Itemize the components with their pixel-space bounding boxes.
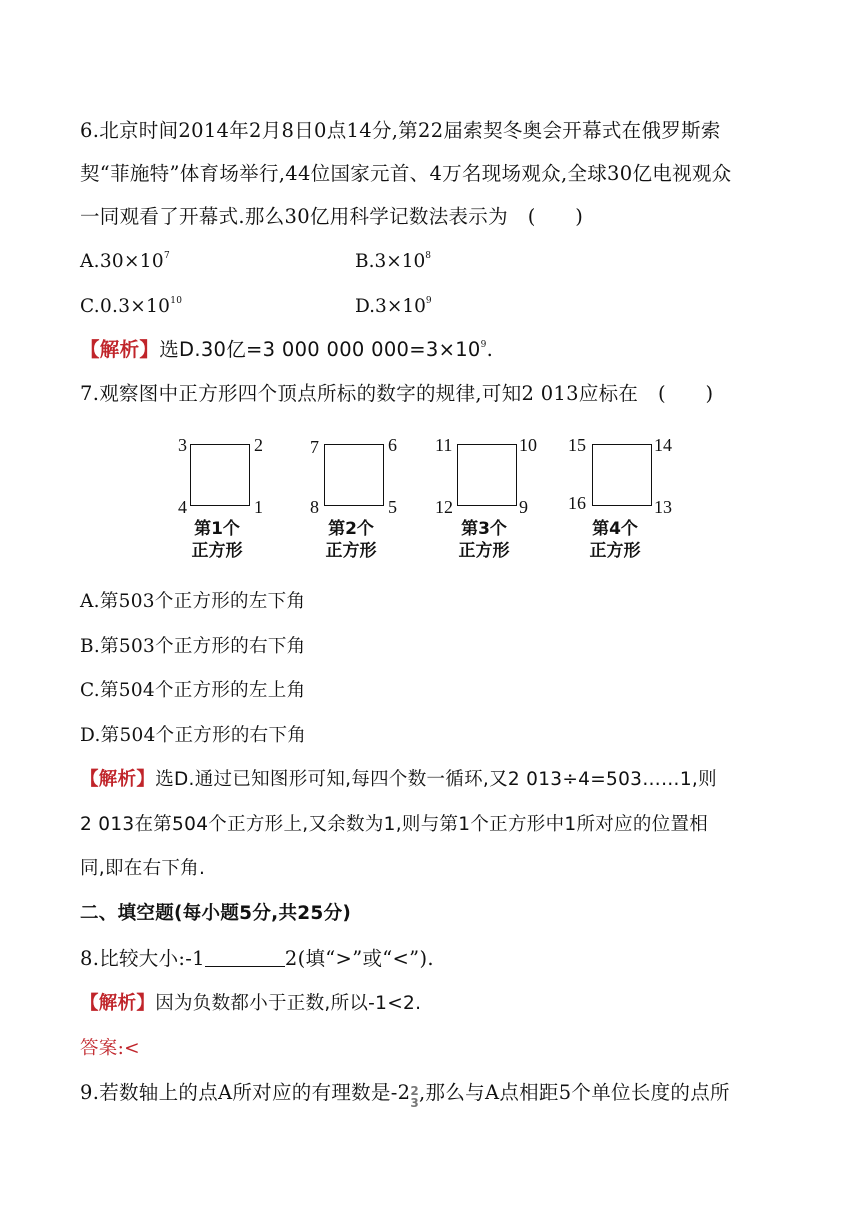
vertex-label: 12 — [435, 497, 453, 517]
vertex-label: 2 — [254, 435, 263, 455]
q8-answer: 答案:< — [80, 1038, 140, 1059]
vertex-label: 8 — [310, 497, 319, 517]
analysis-tag: 【解析】 — [80, 338, 160, 361]
q6-line-2: 契“菲施特”体育场举行,44位国家元首、4万名现场观众,全球30亿电视观众 — [80, 162, 732, 185]
squares-figure — [170, 430, 690, 570]
q8-stem: 8.比较大小:-1 2(填“>”或“<”). — [80, 947, 434, 970]
q7-analysis-line-1: 【解析】选D.通过已知图形可知,每四个数一循环,又2 013÷4=503……1,则 — [80, 769, 717, 790]
vertex-label: 4 — [178, 497, 187, 517]
q6-option-c: $C.0.3\times 10^{10}$ — [80, 296, 183, 317]
vertex-label: 11 — [435, 435, 453, 455]
vertex-label: 14 — [654, 435, 672, 455]
q6-option-a: $A.30\times 10^7$ — [80, 251, 170, 272]
square-outline — [190, 444, 250, 506]
vertex-label: 10 — [519, 435, 537, 455]
vertex-label: 9 — [519, 497, 528, 517]
q7-stem: 7.观察图中正方形四个顶点所标的数字的规律,可知2 013应标在 ( ) — [80, 382, 714, 405]
vertex-label: 3 — [178, 435, 187, 455]
q7-analysis-line-2: 2 013在第504个正方形上,又余数为1,则与第1个正方形中1所对应的位置相 — [80, 814, 709, 835]
vertex-label: 16 — [568, 493, 586, 513]
section-title: 二、填空题(每小题5分,共25分) — [80, 903, 352, 924]
square-caption: 第4个 正方形 — [589, 519, 641, 561]
vertex-label: 7 — [310, 437, 319, 457]
analysis-tag: 【解析】 — [80, 993, 156, 1014]
square-outline — [324, 444, 384, 506]
q6-analysis: 【解析】选D.30亿=3 000 000 $000=3\times 10^9$. — [80, 338, 494, 361]
q7-option-d: D.第504个正方形的右下角 — [80, 725, 307, 746]
square-caption: 第2个 正方形 — [325, 519, 377, 561]
q9-stem: 9.若数轴上的点A所对应的有理数是-2 2 3 ,那么与A点相距5个单位长度的点所 — [80, 1081, 730, 1110]
q7-option-b: B.第503个正方形的右下角 — [80, 636, 306, 657]
q6-line-1: 6.北京时间2014年2月8日0点14分,第22届索契冬奥会开幕式在俄罗斯索 — [80, 119, 721, 142]
q7-option-c: C.第504个正方形的左上角 — [80, 680, 306, 701]
square-caption: 第1个 正方形 — [191, 519, 243, 561]
q7-option-a: A.第503个正方形的左下角 — [80, 591, 306, 612]
vertex-label: 5 — [388, 497, 397, 517]
vertex-label: 15 — [568, 435, 586, 455]
q6-line-3: 一同观看了开幕式.那么30亿用科学记数法表示为 ( ) — [80, 205, 584, 228]
vertex-label: 1 — [254, 497, 263, 517]
fraction: 2 3 — [410, 1084, 420, 1110]
square-outline — [457, 444, 517, 506]
square-caption: 第3个 正方形 — [458, 519, 510, 561]
answer-blank — [205, 946, 285, 967]
q6-option-d: $D.3\times 10^9$ — [355, 296, 432, 317]
vertex-label: 13 — [654, 497, 672, 517]
square-outline — [592, 444, 652, 506]
vertex-label: 6 — [388, 435, 397, 455]
q7-analysis-line-3: 同,即在右下角. — [80, 858, 206, 879]
q6-option-b: $B.3\times 10^8$ — [355, 251, 432, 272]
q8-analysis: 【解析】因为负数都小于正数,所以-1<2. — [80, 993, 422, 1014]
analysis-tag: 【解析】 — [80, 769, 156, 790]
